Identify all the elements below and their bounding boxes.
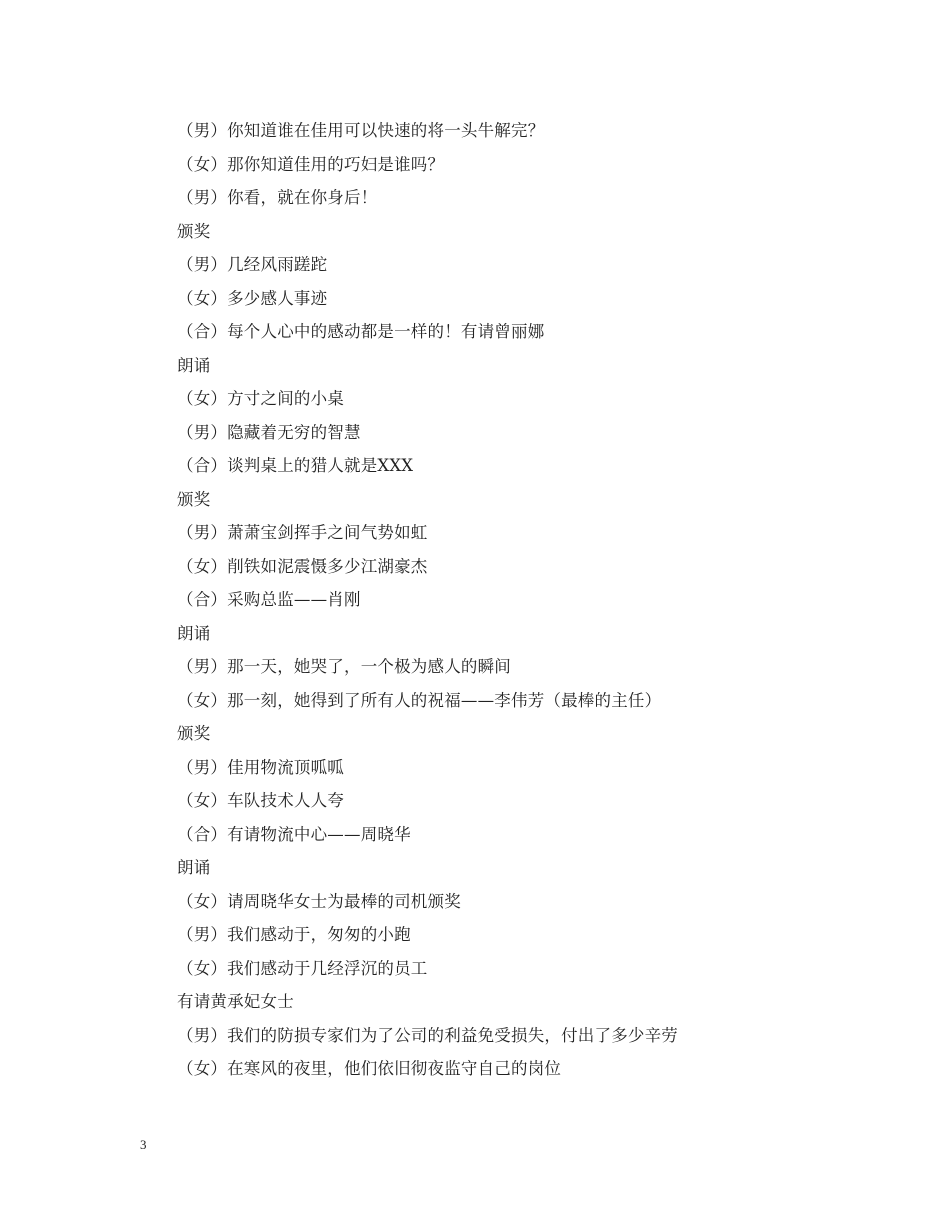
script-line: （合）谈判桌上的猎人就是XXX — [177, 456, 414, 475]
script-line: （女）在寒风的夜里，他们依旧彻夜监守自己的岗位 — [177, 1059, 562, 1078]
script-line: （女）车队技术人人夸 — [177, 791, 344, 810]
section-heading: 朗诵 — [177, 355, 211, 375]
script-line: （男）你知道谁在佳用可以快速的将一头牛解完？ — [177, 121, 545, 140]
script-line: （女）方寸之间的小桌 — [177, 389, 344, 408]
section-heading: 朗诵 — [177, 858, 211, 877]
script-line: （男）我们的防损专家们为了公司的利益免受损失，付出了多少辛劳 — [177, 1025, 678, 1045]
script-line: （合）采购总监——肖刚 — [177, 590, 361, 609]
section-heading: 颁奖 — [177, 724, 211, 743]
section-heading: 朗诵 — [177, 623, 211, 643]
script-line: （女）请周晓华女士为最棒的司机颁奖 — [177, 891, 461, 911]
script-line: （男）你看，就在你身后！ — [177, 188, 378, 207]
section-heading: 颁奖 — [177, 489, 211, 509]
script-line: （男）我们感动于，匆匆的小跑 — [177, 925, 411, 944]
script-line: （男）佳用物流顶呱呱 — [177, 757, 344, 777]
section-heading: 颁奖 — [177, 221, 211, 241]
script-line: （女）削铁如泥震慑多少江湖豪杰 — [177, 556, 428, 576]
script-line: （女）那一刻，她得到了所有人的祝福——李伟芳（最棒的主任） — [177, 690, 662, 710]
script-line: （合）每个人心中的感动都是一样的！有请曾丽娜 — [177, 322, 545, 341]
script-line: （女）我们感动于几经浮沉的员工 — [177, 958, 428, 978]
script-line: （男）几经风雨蹉跎 — [177, 255, 328, 274]
script-line: （男）萧萧宝剑挥手之间气势如虹 — [177, 523, 428, 542]
script-line: （女）那你知道佳用的巧妇是谁吗？ — [177, 154, 445, 174]
script-line: （男）隐藏着无穷的智慧 — [177, 422, 361, 442]
script-line: （男）那一天，她哭了，一个极为感人的瞬间 — [177, 657, 511, 676]
script-lines — [177, 117, 857, 1089]
page-number: 3 — [140, 1137, 147, 1152]
script-line: （女）多少感人事迹 — [177, 288, 328, 308]
script-line: （合）有请物流中心——周晓华 — [177, 824, 411, 844]
script-line: 有请黄承妃女士 — [177, 992, 294, 1011]
